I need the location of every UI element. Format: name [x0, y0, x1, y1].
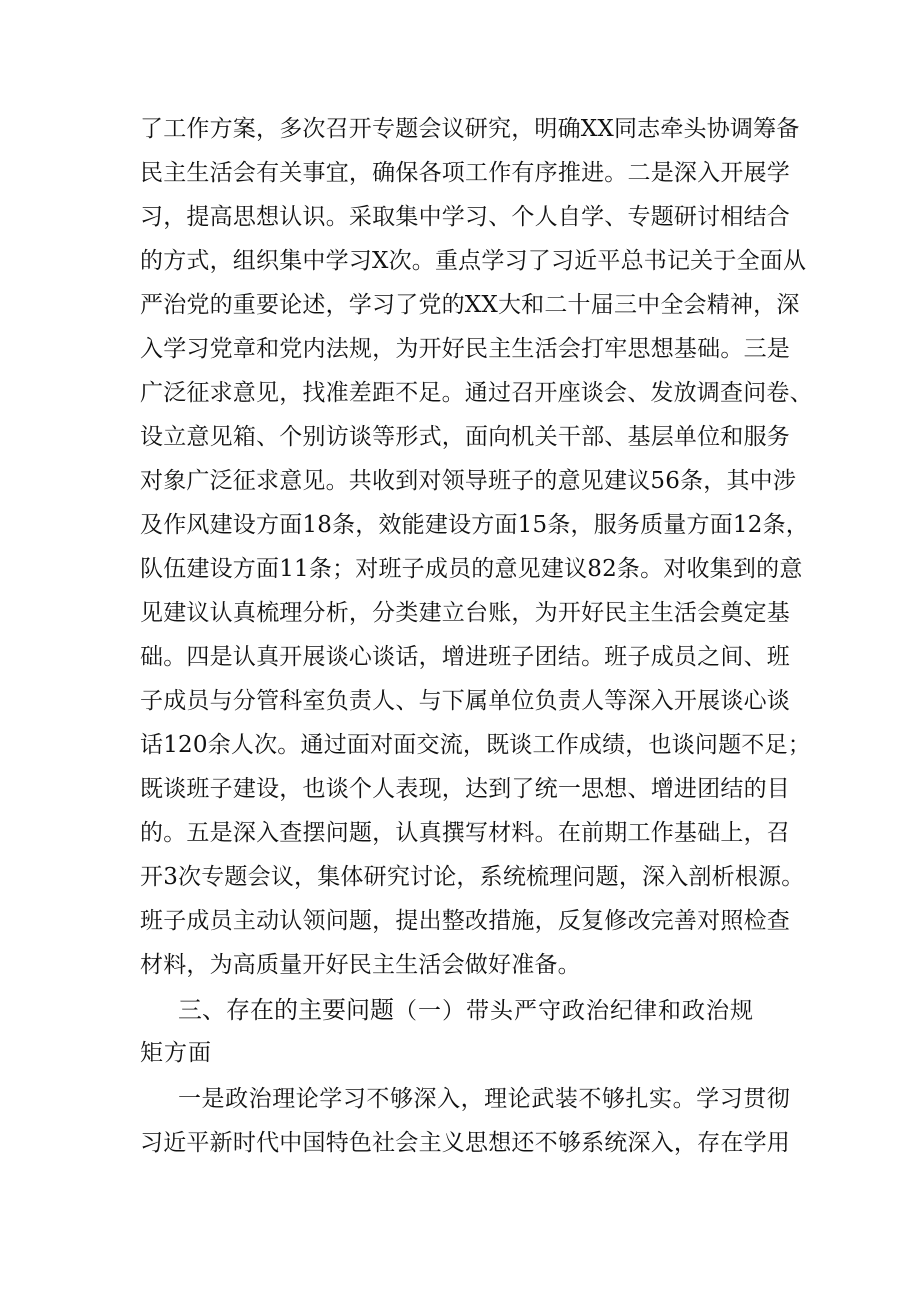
text-line: 习，提高思想认识。采取集中学习、个人自学、专题研讨相结合 [140, 204, 790, 230]
text-line: 一是政治理论学习不够深入，理论武装不够扎实。学习贯彻 [178, 1086, 790, 1112]
text-line: 设立意见箱、个别访谈等形式，面向机关干部、基层单位和服务 [140, 424, 790, 450]
text-line: 既谈班子建设，也谈个人表现，达到了统一思想、增进团结的目 [140, 776, 790, 802]
text-line: 入学习党章和党内法规，为开好民主生活会打牢思想基础。三是 [140, 336, 790, 362]
text-line: 了工作方案，多次召开专题会议研究，明确XX同志牵头协调筹备 [140, 116, 800, 142]
text-line: 子成员与分管科室负责人、与下属单位负责人等深入开展谈心谈 [140, 688, 790, 714]
section-heading-main: 三、存在的主要问题 [178, 996, 394, 1024]
text-line: 础。四是认真开展谈心谈话，增进班子团结。班子成员之间、班 [140, 644, 790, 670]
text-line: 的方式，组织集中学习X次。重点学习了习近平总书记关于全面从 [140, 248, 807, 274]
text-line: 见建议认真梳理分析，分类建立台账，为开好民主生活会奠定基 [140, 600, 790, 626]
text-line: 严治党的重要论述，学习了党的XX大和二十届三中全会精神，深 [140, 292, 800, 318]
text-line: 班子成员主动认领问题，提出整改措施，反复修改完善对照检查 [140, 908, 790, 934]
text-line: 习近平新时代中国特色社会主义思想还不够系统深入，存在学用 [140, 1130, 790, 1156]
text-line: 对象广泛征求意见。共收到对领导班子的意见建议56条，其中涉 [140, 468, 797, 494]
text-line: 民主生活会有关事宜，确保各项工作有序推进。二是深入开展学 [140, 160, 790, 186]
section-heading [178, 988, 778, 1032]
text-line: 队伍建设方面11条；对班子成员的意见建议82条。对收集到的意 [140, 556, 803, 582]
text-line: 材料，为高质量开好民主生活会做好准备。 [140, 952, 581, 978]
text-line: 开3次专题会议，集体研究讨论，系统梳理问题，深入剖析根源。 [140, 864, 805, 890]
text-line: 广泛征求意见，找准差距不足。通过召开座谈会、发放调查问卷、 [140, 380, 813, 406]
text-line: 及作风建设方面18条，效能建设方面15条，服务质量方面12条， [140, 512, 809, 538]
text-line: 的。五是深入查摆问题，认真撰写材料。在前期工作基础上，召 [140, 820, 790, 846]
section-heading-continuation: 矩方面 [140, 1040, 212, 1066]
section-heading-sub: （一）带头严守政治纪律和政治规 [394, 998, 754, 1024]
text-line: 话120余人次。通过面对面交流，既谈工作成绩，也谈问题不足； [140, 732, 811, 758]
